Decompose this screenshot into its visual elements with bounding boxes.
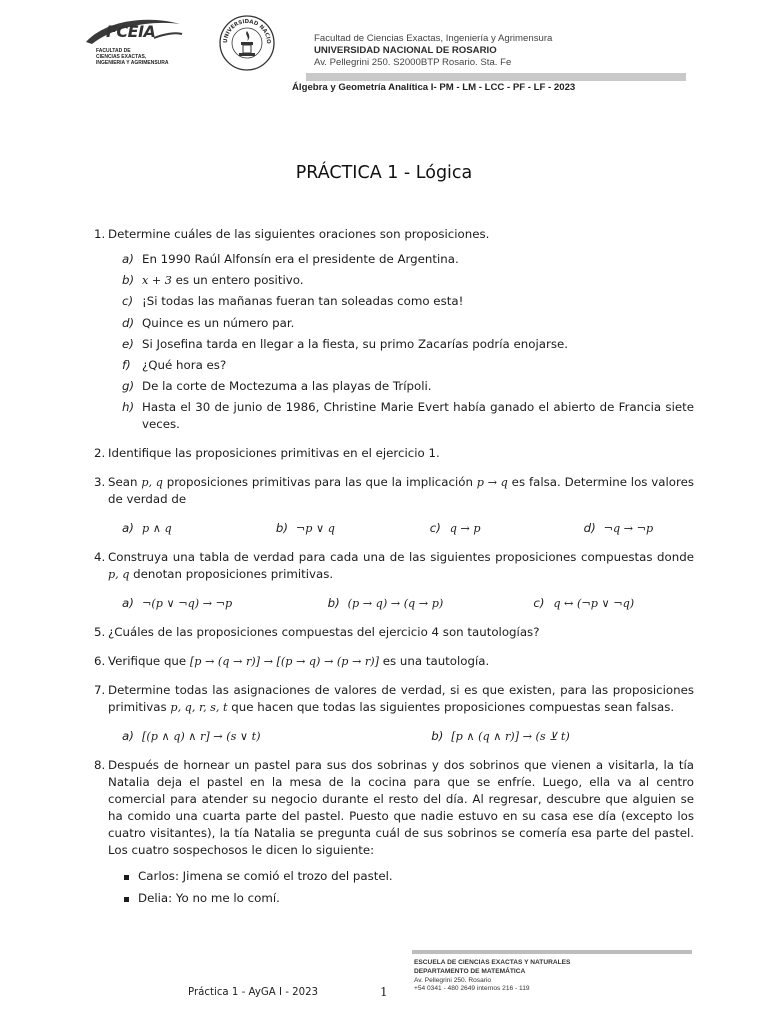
item-label: f): [122, 357, 131, 372]
item-text: Hasta el 30 de junio de 1986, Christine Marie Evert había ganado el abierto de Francia siete veces.: [142, 400, 694, 432]
dept-address: Av. Pellegrini 250. Rosario: [414, 977, 492, 984]
statement-text: Sean: [108, 475, 142, 490]
math-expression: [(p ∧ q) ∧ r] → (s ∨ t): [142, 730, 261, 744]
list-item: [122, 336, 694, 353]
inline-item: [533, 595, 694, 612]
exercise-statement: [108, 682, 694, 716]
exercise: [94, 474, 694, 537]
inline-item-row: [122, 520, 694, 537]
bullet-item: Carlos: Jimena se comió el trozo del pastel.: [122, 868, 694, 885]
statement-text: Verifique que: [108, 654, 190, 669]
exercise: [94, 624, 694, 641]
list-item: [122, 399, 694, 433]
exercise: [94, 682, 694, 745]
dept-school: ESCUELA DE CIENCIAS EXACTAS Y NATURALES: [414, 959, 571, 966]
sub-item-list: [122, 251, 694, 433]
item-label: b): [431, 729, 444, 744]
exercise-number: 4.: [94, 550, 106, 565]
math-expression: [p → (q → r)] → [(p → q) → (p → r)]: [189, 655, 379, 669]
exercise-statement: Después de hornear un pastel para sus dos sobrinas y dos sobrinos que vienen a visitarla, la tía Natalia deja el pastel en la mesa de la cocina para que se enfríe. Luego, ella va al centro comercial para atender su negocio durante el resto del día. Al regresar, descubre que alguien se ha comido una cuarta parte del pastel. Puesto que nadie estuvo en su casa ese día (excepto los cuatro visitantes), la tía Natalia se pregunta cuál de sus sobrinos se comería esa parte del pastel. Los cuatro sospechosos le dicen lo siguiente:: [108, 758, 694, 858]
inline-item: [431, 728, 694, 745]
item-label: d): [583, 521, 596, 536]
bullet-list: [122, 868, 694, 907]
logo-line: FACULTAD DE: [96, 48, 131, 54]
math-expression: x + 3: [142, 274, 172, 288]
statement-text: Determine todas las asignaciones de valores de verdad, si es que existen, para las proposiciones primitivas: [108, 683, 694, 715]
item-text: De la corte de Moctezuma a las playas de Trípoli.: [142, 379, 432, 394]
exercise: [94, 445, 694, 462]
math-expression: q ↔ (¬p ∨ ¬q): [553, 597, 635, 611]
exercise: [94, 757, 694, 907]
inline-item: [122, 520, 276, 537]
item-label: c): [429, 521, 441, 536]
bullet-item: Delia: Yo no me lo comí.: [122, 890, 694, 907]
exercise-number: 5.: [94, 625, 106, 640]
exercise-list: [94, 226, 694, 919]
exercise-number: 6.: [94, 654, 106, 669]
item-label: b): [275, 521, 288, 536]
item-label: b): [327, 596, 340, 611]
course-line: Álgebra y Geometría Analítica I- PM - LM - LCC - PF - LF - 2023: [292, 82, 576, 93]
fceia-logo: [84, 16, 184, 72]
statement-text: es una tautología.: [379, 654, 490, 669]
list-item: [122, 315, 694, 332]
page-number: 1: [380, 985, 388, 999]
list-item: [122, 272, 694, 289]
inline-item: [122, 728, 431, 745]
exercise-number: 1.: [94, 227, 106, 241]
list-item: [122, 293, 694, 310]
math-expression: (p → q) → (q → p): [347, 597, 444, 611]
inline-item-row: [122, 595, 694, 612]
exercise-statement: ¿Cuáles de las proposiciones compuestas del ejercicio 4 son tautologías?: [108, 625, 540, 640]
item-text: En 1990 Raúl Alfonsín era el presidente de Argentina.: [142, 252, 459, 266]
item-label: g): [122, 379, 135, 394]
logo-line: INGENIERIA Y AGRIMENSURA: [96, 60, 169, 66]
exercise: [94, 653, 694, 670]
exercise-statement: Identifique las proposiciones primitivas en el ejercicio 1.: [108, 446, 440, 461]
item-text: Quince es un número par.: [142, 315, 295, 330]
dept-phone: +54 0341 - 480 2649 internos 216 - 119: [414, 985, 530, 992]
item-label: c): [533, 596, 545, 611]
item-text: ¿Qué hora es?: [142, 357, 227, 372]
math-expression: [p ∧ (q ∧ r)] → (s ⊻ t): [451, 730, 570, 744]
footer-divider: [412, 950, 692, 954]
exercise-number: 7.: [94, 683, 106, 698]
item-label: a): [122, 252, 134, 266]
math-expression: ¬(p ∨ ¬q) → ¬p: [142, 597, 233, 611]
item-label: b): [122, 273, 135, 288]
item-label: a): [122, 521, 134, 536]
math-expression: ¬q → ¬p: [603, 522, 654, 536]
math-expression: p → q: [476, 476, 508, 490]
math-expression: p, q: [108, 568, 130, 582]
exercise-number: 3.: [94, 475, 106, 490]
math-expression: ¬p ∨ q: [295, 522, 335, 536]
item-label: a): [122, 596, 134, 611]
math-expression: q → p: [449, 522, 481, 536]
item-text: ¡Si todas las mañanas fueran tan soleadas como esta!: [142, 294, 464, 309]
statement-text: proposiciones primitivas para las que la implicación: [162, 475, 477, 490]
statement-text: que hacen que todas las siguientes proposiciones compuestas sean falsas.: [227, 700, 675, 715]
inline-item: [276, 520, 430, 537]
fceia-logo-subtitle: [96, 48, 169, 66]
inline-item: [122, 595, 328, 612]
inline-item: [430, 520, 584, 537]
exercise-statement: [108, 549, 694, 583]
list-item: [122, 251, 694, 268]
exercise-statement: [108, 474, 694, 508]
dept-name: DEPARTAMENTO DE MATEMÁTICA: [414, 968, 526, 975]
list-item: [122, 378, 694, 395]
statement-text: es falsa. Determine los valores de verdad de: [108, 475, 695, 507]
seal-text: UNIVERSIDAD NACIO: [222, 18, 272, 44]
item-label: h): [122, 400, 135, 415]
item-label: d): [122, 315, 135, 330]
list-item: [122, 357, 694, 374]
statement-text: Construya una tabla de verdad para cada una de las siguientes proposiciones compuestas donde: [108, 550, 694, 565]
item-label: a): [122, 729, 134, 744]
footer-label: Práctica 1 - AyGA I - 2023: [188, 987, 319, 998]
item-label: c): [122, 294, 134, 309]
inline-item: [328, 595, 534, 612]
logo-line: CIENCIAS EXACTAS,: [96, 54, 147, 60]
inline-item: [584, 520, 694, 537]
item-text: es un entero positivo.: [171, 273, 304, 288]
unr-seal: [218, 14, 276, 72]
fceia-logo-word: FCEIA: [106, 22, 156, 41]
page-title: PRÁCTICA 1 - Lógica: [295, 163, 473, 183]
item-label: e): [122, 336, 134, 351]
svg-text:UNIVERSIDAD NACIONAL DE ROSARI: [218, 14, 271, 44]
unr-seal-icon: [218, 14, 276, 72]
faculty-name: Facultad de Ciencias Exactas, Ingeniería y Agrimensura: [314, 33, 553, 44]
exercise-statement: [108, 653, 694, 670]
item-text: Si Josefina tarda en llegar a la fiesta, su primo Zacarías podría enojarse.: [142, 336, 568, 351]
exercise-statement: Determine cuáles de las siguientes oraciones son proposiciones.: [108, 227, 490, 241]
math-expression: p ∧ q: [142, 522, 172, 536]
inline-item-row: [122, 728, 694, 745]
faculty-address: Av. Pellegrini 250. S2000BTP Rosario. Sta. Fe: [314, 57, 512, 68]
exercise: [94, 549, 694, 612]
exercise-number: 8.: [94, 758, 106, 773]
exercise: [94, 226, 694, 433]
exercise-number: 2.: [94, 446, 106, 461]
math-expression: p, q: [141, 476, 163, 490]
university-name: UNIVERSIDAD NACIONAL DE ROSARIO: [314, 45, 497, 56]
math-expression: p, q, r, s, t: [170, 701, 228, 715]
header-divider: [306, 73, 686, 81]
statement-text: denotan proposiciones primitivas.: [129, 567, 334, 582]
